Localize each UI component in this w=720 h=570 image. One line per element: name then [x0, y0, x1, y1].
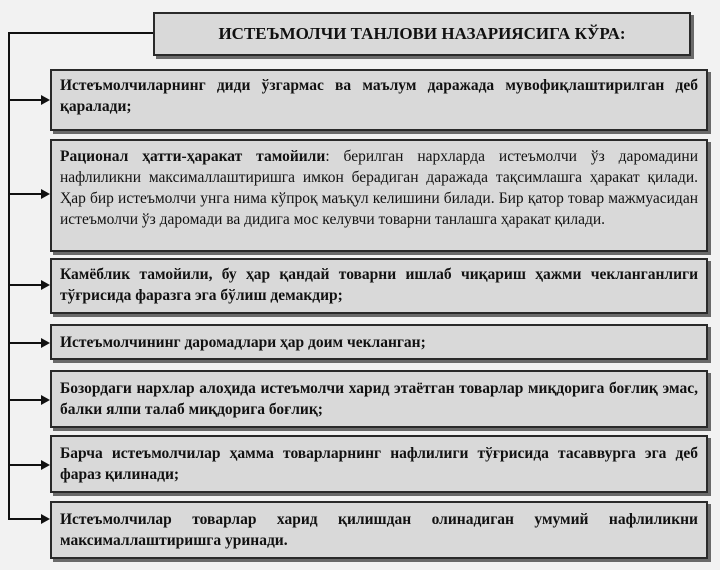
arrow-3 — [41, 280, 50, 290]
statement-4-bold: Истеъмолчининг даромадлари ҳар доим чекланган; — [60, 334, 426, 351]
statement-box-1 — [50, 69, 708, 131]
connector-branch-1 — [8, 99, 41, 101]
connector-branch-4 — [8, 342, 41, 344]
statement-box-2 — [50, 139, 708, 252]
arrow-7 — [41, 514, 50, 524]
statement-box-4 — [50, 324, 708, 360]
statement-box-7 — [50, 501, 708, 559]
connector-branch-3 — [8, 284, 41, 286]
statement-6-bold: Барча истеъмолчилар ҳамма товарларнинг нафлилиги тўғрисида тасаввурга эга деб фараз қилинади; — [60, 445, 698, 483]
connector-branch-6 — [8, 464, 41, 466]
statement-7-bold: Истеъмолчилар товарлар харид қилишдан олинадиган умумий нафлиликни максималлаштиришга уринади. — [60, 511, 698, 549]
arrow-5 — [41, 395, 50, 405]
arrow-2 — [41, 189, 50, 199]
arrow-6 — [41, 460, 50, 470]
statement-3-bold: Камёблик тамойили, бу ҳар қандай товарни ишлаб чиқариш ҳажми чекланганлиги тўғрисида фаразга эга бўлиш демакдир; — [60, 266, 698, 304]
statement-box-3 — [50, 258, 708, 314]
diagram-title: ИСТЕЪМОЛЧИ ТАНЛОВИ НАЗАРИЯСИГА КЎРА: — [153, 12, 691, 56]
arrow-4 — [41, 338, 50, 348]
connector-branch-2 — [8, 193, 41, 195]
statement-box-5 — [50, 370, 708, 428]
connector-trunk — [8, 32, 10, 519]
statement-box-6 — [50, 435, 708, 493]
arrow-1 — [41, 95, 50, 105]
statement-1-bold: Истеъмолчиларнинг диди ўзгармас ва маълум даражада мувофиқлаштирилган деб қаралади; — [60, 77, 698, 115]
connector-branch-5 — [8, 399, 41, 401]
connector-top — [8, 32, 153, 34]
statement-2-text: : берилган нархларда истеъмолчи ўз даромадини нафлиликни максималлаштиришга имкон берадиган даражада тақсимлашга ҳаракат қилади. Ҳар бир истеъмолчи унга нима кўпроқ маъқул келишини билади. Бир қатор товар мажмуасидан истеъмолчи ўз даромади ва дидига мос келувчи товарни танлашга ҳаракат қилади. — [60, 148, 698, 228]
statement-5-bold: Бозордаги нархлар алоҳида истеъмолчи харид этаётган товарлар миқдорига боғлиқ эмас, балки ялпи талаб миқдорига боғлиқ; — [60, 380, 698, 418]
connector-branch-7 — [8, 518, 41, 520]
statement-2-bold: Рационал ҳатти-ҳаракат тамойили — [60, 148, 326, 165]
